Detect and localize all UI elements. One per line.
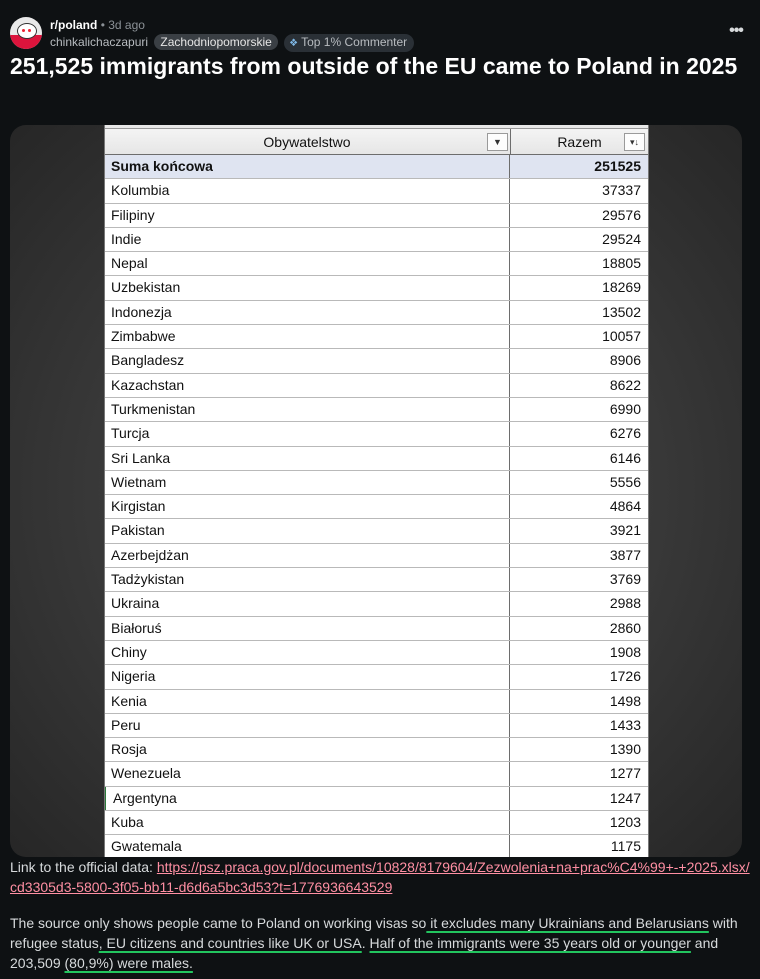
table-row <box>104 422 649 446</box>
country-cell: Kolumbia <box>104 179 510 202</box>
country-cell: Gwatemala <box>104 835 510 857</box>
table-row <box>104 714 649 738</box>
table-row <box>104 398 649 422</box>
table-row <box>104 228 649 252</box>
commenter-badge <box>284 34 414 52</box>
column-header-total-label: Razem <box>557 134 602 150</box>
total-cell: 251525 <box>594 158 641 174</box>
country-cell: Kuba <box>104 811 510 834</box>
table-row <box>104 519 649 543</box>
table-row <box>104 471 649 495</box>
total-cell: 1433 <box>609 716 641 733</box>
post-header <box>10 16 750 50</box>
user-flair: Zachodniopomorskie <box>154 34 277 50</box>
snoo-face-icon <box>17 23 37 39</box>
total-cell: 1203 <box>609 814 641 831</box>
country-cell: Filipiny <box>104 204 510 227</box>
total-cell: 1277 <box>609 765 641 782</box>
table-row <box>104 252 649 276</box>
table-row <box>104 325 649 349</box>
total-cell: 1390 <box>609 741 641 758</box>
total-cell: 8906 <box>609 352 641 369</box>
country-cell: Bangladesz <box>104 349 510 372</box>
commenter-badge-label: Top 1% Commenter <box>301 35 408 49</box>
post-body-paragraph <box>10 913 750 973</box>
table-row <box>104 665 649 689</box>
author-line <box>50 34 414 52</box>
country-cell: Nepal <box>104 252 510 275</box>
country-cell: Białoruś <box>104 617 510 640</box>
table-row <box>104 447 649 471</box>
author-link[interactable]: chinkalichaczapuri <box>50 35 149 49</box>
total-cell: 6146 <box>609 449 641 466</box>
country-cell: Suma końcowa <box>104 155 510 178</box>
subreddit-avatar[interactable] <box>10 17 42 49</box>
country-cell: Wenezuela <box>104 762 510 785</box>
country-cell: Indie <box>104 228 510 251</box>
total-cell: 4864 <box>609 498 641 515</box>
column-header-total <box>510 129 649 154</box>
table-row <box>104 811 649 835</box>
sheet-right-border <box>648 125 649 857</box>
subreddit-link[interactable]: r/poland <box>50 18 98 32</box>
table-row <box>104 568 649 592</box>
total-cell: 3921 <box>609 522 641 539</box>
table-row <box>104 835 649 857</box>
spreadsheet-table <box>104 125 649 857</box>
table-body <box>104 155 649 857</box>
table-row <box>104 641 649 665</box>
country-cell: Sri Lanka <box>104 447 510 470</box>
country-cell: Ukraina <box>104 592 510 615</box>
total-cell: 2860 <box>609 619 641 636</box>
post-image[interactable] <box>10 125 742 857</box>
country-cell: Pakistan <box>104 519 510 542</box>
country-cell: Uzbekistan <box>104 276 510 299</box>
table-row <box>104 204 649 228</box>
more-options-icon[interactable]: ••• <box>729 22 743 39</box>
country-cell: Chiny <box>104 641 510 664</box>
post-meta-line <box>50 18 145 32</box>
table-row <box>104 495 649 519</box>
body-text-segment: with refugee status <box>10 915 738 951</box>
total-cell: 1908 <box>609 643 641 660</box>
country-cell: Turcja <box>104 422 510 445</box>
country-cell: Rosja <box>104 738 510 761</box>
table-row <box>104 276 649 300</box>
body-text-segment: . <box>361 935 370 951</box>
body-text-segment: The source only shows people came to Poland on working visas so <box>10 915 427 931</box>
post-title[interactable]: 251,525 immigrants from outside of the EU came to Poland in 2025 <box>10 53 738 79</box>
total-cell: 2988 <box>609 595 641 612</box>
table-row <box>104 762 649 786</box>
body-text-segment: and 203,509 <box>10 935 719 971</box>
column-header-country <box>104 129 511 154</box>
total-cell: 3769 <box>609 571 641 588</box>
filter-dropdown-icon[interactable]: ▼ <box>487 133 508 151</box>
total-cell: 8622 <box>609 376 641 393</box>
table-row <box>104 617 649 641</box>
table-row <box>104 179 649 203</box>
table-row <box>104 592 649 616</box>
table-row <box>104 690 649 714</box>
sort-dropdown-icon[interactable]: ▾↓ <box>624 133 645 151</box>
highlighted-text: (80,9%) were males. <box>64 955 193 971</box>
country-cell: Peru <box>104 714 510 737</box>
column-header-country-label: Obywatelstwo <box>263 134 351 150</box>
country-cell: Kazachstan <box>104 374 510 397</box>
total-cell: 3877 <box>609 546 641 563</box>
total-cell: 10057 <box>602 328 641 345</box>
total-cell: 1726 <box>609 668 641 685</box>
table-header-row <box>104 129 649 155</box>
total-cell: 18805 <box>602 255 641 272</box>
snoo-eye-icon <box>22 29 25 32</box>
total-cell: 18269 <box>602 279 641 296</box>
table-row <box>104 544 649 568</box>
link-prefix: Link to the official data: <box>10 859 157 875</box>
total-cell: 1175 <box>610 838 641 855</box>
highlighted-text: Half of the immigrants were 35 years old or younger <box>369 935 691 951</box>
country-cell: Kenia <box>104 690 510 713</box>
meta-separator: • <box>100 18 105 32</box>
table-row <box>104 349 649 373</box>
total-cell: 1498 <box>609 692 641 709</box>
table-row <box>104 301 649 325</box>
table-row <box>104 374 649 398</box>
total-cell: 1247 <box>609 789 641 806</box>
country-cell: Argentyna <box>104 787 510 810</box>
country-cell: Wietnam <box>104 471 510 494</box>
total-cell: 5556 <box>609 473 641 490</box>
total-cell: 37337 <box>602 182 641 199</box>
country-cell: Tadżykistan <box>104 568 510 591</box>
sheet-left-border <box>104 125 105 857</box>
country-cell: Zimbabwe <box>104 325 510 348</box>
country-cell: Indonezja <box>104 301 510 324</box>
country-cell: Kirgistan <box>104 495 510 518</box>
country-cell: Nigeria <box>104 665 510 688</box>
table-row <box>104 787 649 811</box>
post-body-link-paragraph <box>10 857 750 897</box>
highlighted-text: , EU citizens and countries like UK or USA <box>98 935 362 951</box>
commenter-badge-icon: ❖ <box>289 38 299 49</box>
table-row <box>104 738 649 762</box>
table-total-row <box>104 155 649 179</box>
total-cell: 6276 <box>609 425 641 442</box>
highlighted-text: it excludes many Ukrainians and Belarusians <box>426 915 709 931</box>
country-cell: Turkmenistan <box>104 398 510 421</box>
official-data-link[interactable]: https://psz.praca.gov.pl/documents/10828/8179604/Zezwolenia+na+prac%C4%99+-+2025.xlsx/cd3305d3-5800-3f05-bb11-d6d6a5bc3d53?t=1776936643529 <box>10 859 750 895</box>
total-cell: 29576 <box>602 206 641 223</box>
total-cell: 29524 <box>602 230 641 247</box>
snoo-eye-icon <box>28 29 31 32</box>
total-cell: 13502 <box>602 303 641 320</box>
post-time: 3d ago <box>108 18 145 32</box>
country-cell: Azerbejdżan <box>104 544 510 567</box>
total-cell: 6990 <box>609 400 641 417</box>
